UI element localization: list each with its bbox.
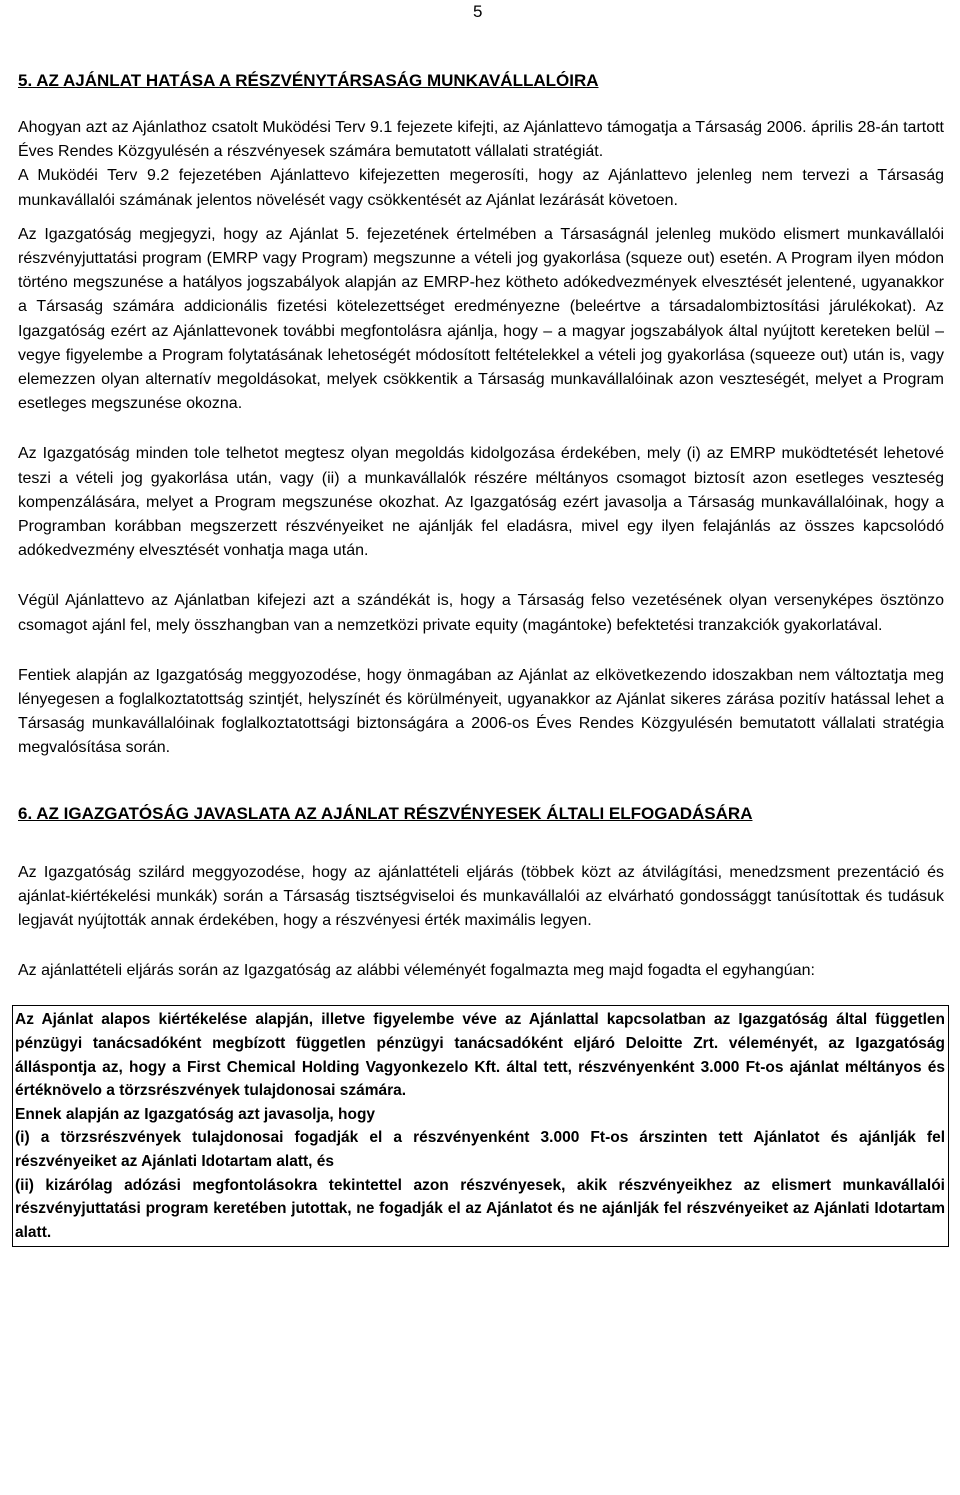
box-paragraph-2: Ennek alapján az Igazgatóság azt javasolja, hogy <box>15 1105 376 1123</box>
section-6-paragraph-1: Az Igazgatóság szilárd meggyozodése, hogy az ajánlattételi eljárás (többek közt az átvilágítási, menedzsment prezentáció és ajánlat-kiértékelési munkák) során a Társaság tisztségviseloi és munkavállalói az elvárható gondossággt tanúsítottak és tudásuk legjavát nyújtották annak érdekében, hogy a részvényesi érték maximális legyen. <box>18 863 944 930</box>
section-5-heading: 5. AZ AJÁNLAT HATÁSA A RÉSZVÉNYTÁRSASÁG MUNKAVÁLLALÓIRA <box>18 71 599 90</box>
section-5-paragraph-4: Az Igazgatóság minden tole telhetot megtesz olyan megoldás kidolgozása érdekében, mely (i) az EMRP muködtetését lehetové teszi a vételi jog gyakorlása után, vagy (ii) a munkavállalók részére méltányos csomagot biztosít azon esetleges veszteség kompenzálására, melyet a Program megszunése okozhat. Az Igazgatóság ezért javasolja a Társaság munkavállalóinak, hogy a Programban korábban megszerzett részvényeiket ne ajánlják fel eladásra, mivel egy ilyen felajánlás az összes kapcsolódó adókedvezmény elvesztését vonhatja maga után. <box>18 445 944 560</box>
section-5-paragraph-2: A Muködéi Terv 9.2 fejezetében Ajánlattevo kifejezetten megerosíti, hogy az Ajánlattevo jelenleg nem tervezi a Társaság munkavállalói számának jelentos növelését vagy csökkentését az Ajánlat lezárását követoen. <box>18 167 944 209</box>
section-5-paragraph-3: Az Igazgatóság megjegyzi, hogy az Ajánlat 5. fejezetének értelmében a Társaságnál jelenleg muködo elismert munkavállalói részvényjuttatási program (EMRP vagy Program) megszunne a vételi jog gyakorlása (squeze out) esetén. A Program ilyen módon történo megszunése a hatályos jogszabályok alapján az EMRP-hez kötheto adókedvezmények elvesztését jelentené, ugyanakkor a Társaság számára addicionális fizetési kötelezettséget eredményezne (beleértve a társadalombiztosítási járulékokat). Az Igazgatóság ezért az Ajánlattevonek további megfontolásra ajánlja, hogy – a magyar jogszabályok által nyújtott kereteken belül – vegye figyelembe a Program folytatásának lehetoségét módosított feltételekkel a vételi jog gyakorlása (squeeze out) után is, vagy elemezzen olyan alternatív megoldásokat, melyek csökkentik a Társaság munkavállalóinak azon veszteségét, melyet a Program esetleges megszunése okozna. <box>18 225 944 413</box>
board-recommendation-box <box>12 1005 949 1247</box>
box-paragraph-4: (ii) kizárólag adózási megfontolásokra tekintettel azon részvényesek, akik részvényeikhez az elismert munkavállalói részvényjuttatási program keretében jutottak, ne fogadják el az Ajánlatot és ne ajánlják fel részvényeiket az Ajánlati Idotartam alatt. <box>15 1176 945 1241</box>
section-5-paragraph-6: Fentiek alapján az Igazgatóság meggyozodése, hogy önmagában az Ajánlat az elkövetkezendo idoszakban nem változtatja meg lényegesen a foglalkoztatottság szintjét, helyszínét és körülményeit, ugyanakkor az Ajánlat sikeres zárása pozitív hatással lehet a Társaság munkavállalóinak foglalkoztatottsági biztonságára a 2006-os Éves Rendes Közgyulésén bemutatott vállalati stratégia megvalósítása során. <box>18 666 944 757</box>
box-paragraph-3: (i) a törzsrészvények tulajdonosai fogadják el a részvényenként 3.000 Ft-os árszinten tett Ajánlatot és ajánlják fel részvényeiket az Ajánlati Idotartam alatt, és <box>15 1129 945 1171</box>
box-paragraph-1: Az Ajánlat alapos kiértékelése alapján, illetve figyelembe véve az Ajánlattal kapcsolatban az Igazgatóság által független pénzügyi tanácsadóként megbízott független pénzügyi tanácsadóként eljáró Deloitte Zrt. véleményét, az Igazgatóság álláspontja az, hogy a First Chemical Holding Vagyonkezelo Kft. által tett, részvényenként 3.000 Ft-os ajánlat méltányos és értéknövelo a törzsrészvények tulajdonosai számára. <box>15 1011 945 1100</box>
page-number: 5 <box>473 2 483 21</box>
section-5-paragraph-1: Ahogyan azt az Ajánlathoz csatolt Muködési Terv 9.1 fejezete kifejti, az Ajánlattevo támogatja a Társaság 2006. április 28-án tartott Éves Rendes Közgyulésén a részvényesek számára bemutatott vállalati stratégiát. <box>18 119 944 161</box>
document-body <box>15 68 945 1247</box>
section-6-heading: 6. AZ IGAZGATÓSÁG JAVASLATA AZ AJÁNLAT RÉSZVÉNYESEK ÁLTALI ELFOGADÁSÁRA <box>18 803 753 823</box>
section-5-paragraph-5: Végül Ajánlattevo az Ajánlatban kifejezi azt a szándékát is, hogy a Társaság felso vezetésének olyan versenyképes ösztönzo csomagot ajánl fel, mely összhangban van a nemzetközi private equity (magántoke) befektetési tranzakciók gyakorlatával. <box>18 592 944 634</box>
section-6-paragraph-2: Az ajánlattételi eljárás során az Igazgatóság az alábbi véleményét fogalmazta meg majd fogadta el egyhangúan: <box>18 962 815 980</box>
